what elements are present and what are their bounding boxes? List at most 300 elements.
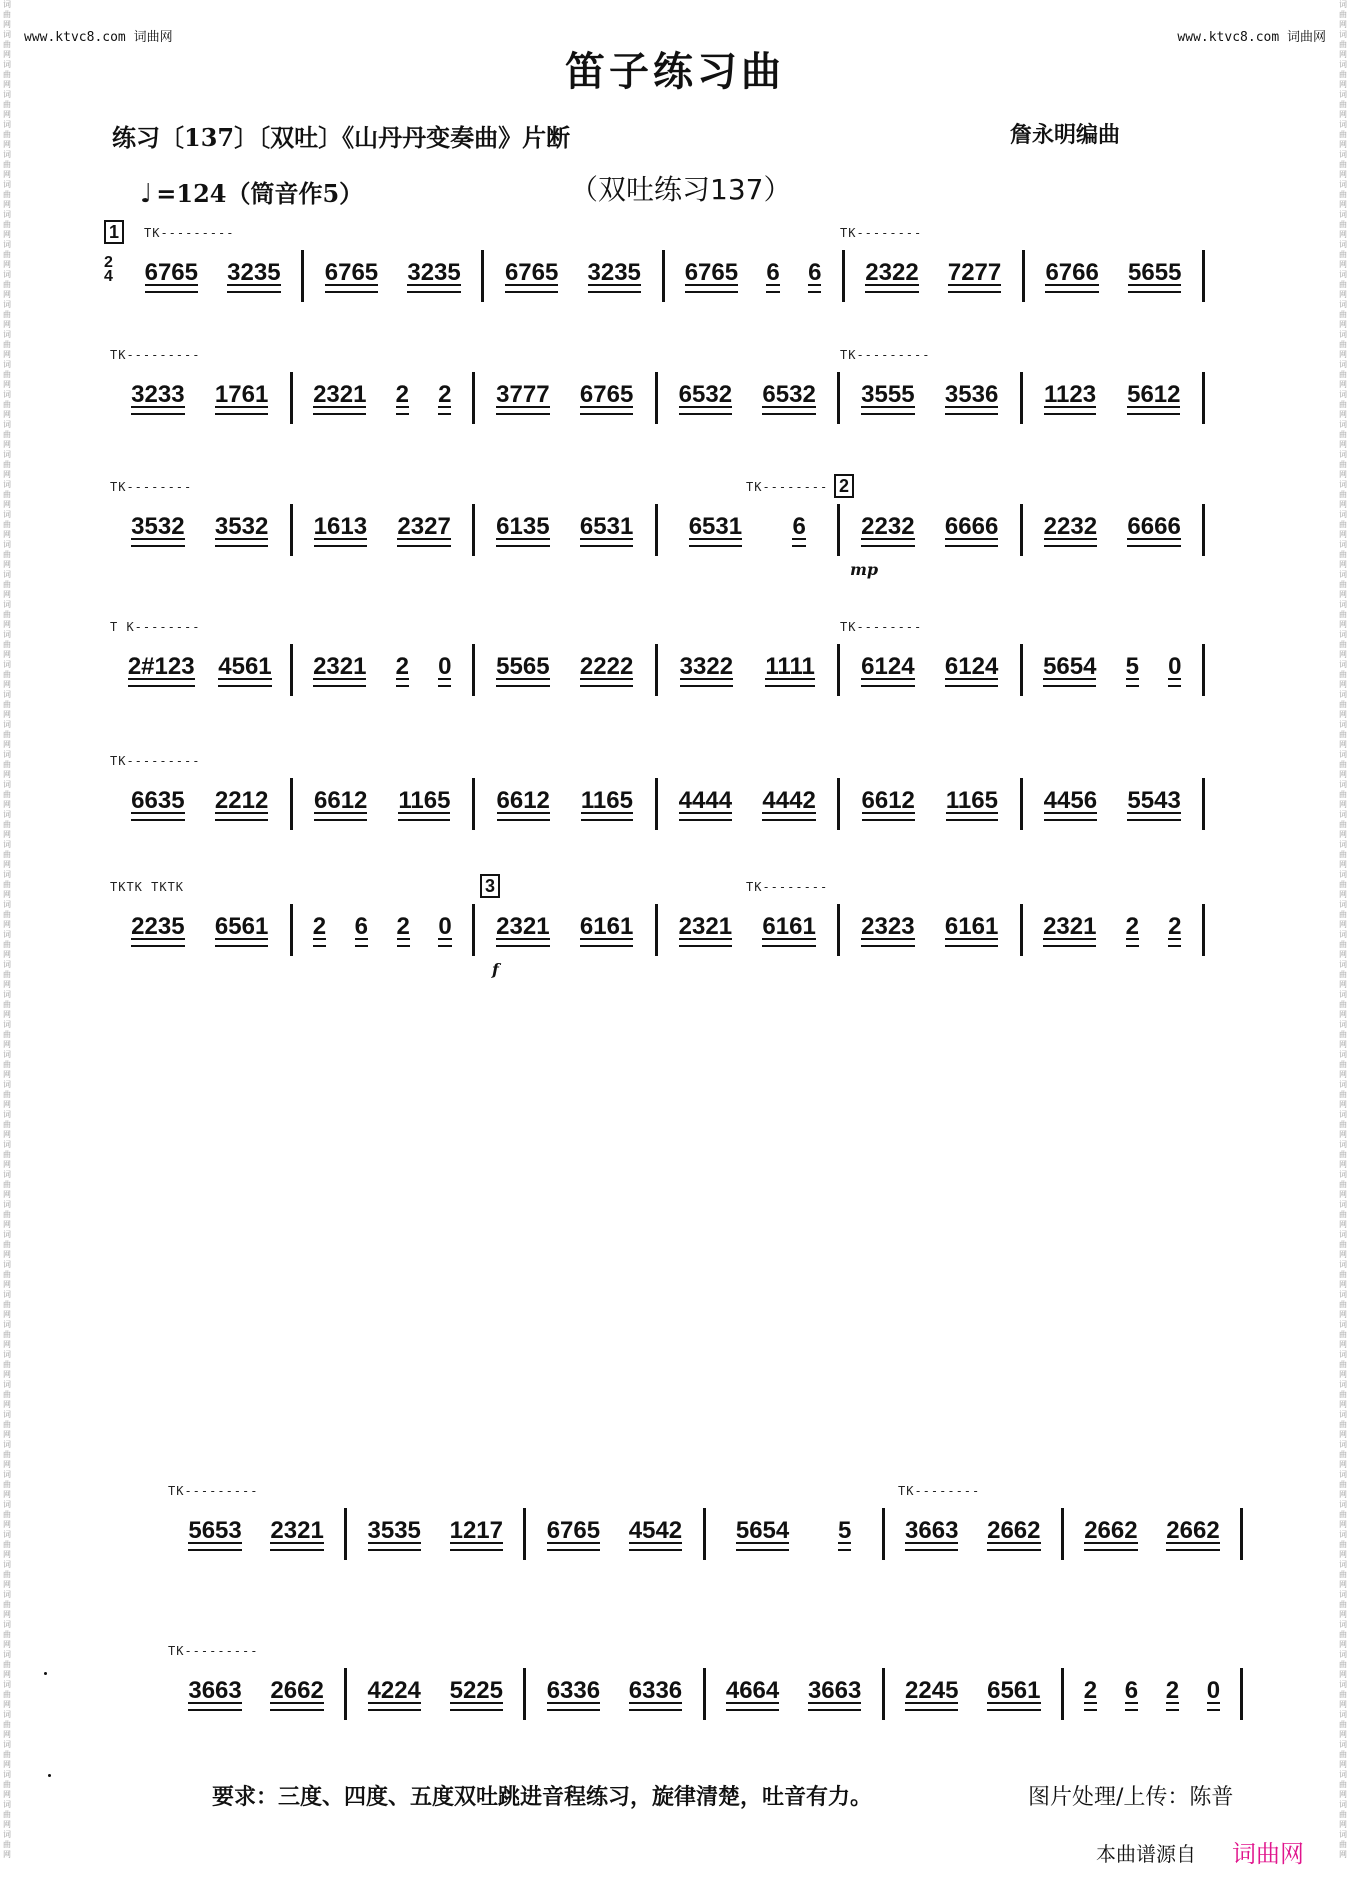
articulation-mark: TK--------- xyxy=(144,226,235,240)
quarter-note-icon: ♩ xyxy=(140,179,153,209)
note-group: 0 xyxy=(438,653,451,687)
note-group: 5565 xyxy=(496,653,549,687)
measure xyxy=(110,504,293,556)
articulation-mark: T K-------- xyxy=(110,620,201,634)
tempo-marking xyxy=(140,174,363,209)
note-group: 3233 xyxy=(131,381,184,415)
note-group: 3322 xyxy=(680,653,733,687)
watermark-strip-text: 词曲网 xyxy=(1339,1110,1347,1139)
note-group: 2323 xyxy=(861,913,914,947)
measure xyxy=(526,1508,705,1560)
score-system xyxy=(110,476,1205,579)
score-system xyxy=(168,1484,1243,1574)
note-group: 6124 xyxy=(945,653,998,687)
measure xyxy=(110,644,293,696)
watermark-strip-text: 词曲网 xyxy=(1339,1350,1347,1379)
note-group: 6766 xyxy=(1045,259,1098,293)
watermark-strip-text: 词曲网 xyxy=(3,360,11,389)
arranger-credit: 詹永明编曲 xyxy=(1010,122,1121,148)
watermark-strip-text: 词曲网 xyxy=(1339,600,1347,629)
watermark-strip-text: 词曲网 xyxy=(3,1050,11,1079)
note-group: 5612 xyxy=(1127,381,1180,415)
note-group: 2321 xyxy=(313,653,366,687)
watermark-strip-text: 词曲网 xyxy=(1339,210,1347,239)
watermark-strip-text: 词曲网 xyxy=(1339,270,1347,299)
watermark-strip-text: 词曲网 xyxy=(3,1350,11,1379)
watermark-strip-text: 词曲网 xyxy=(3,540,11,569)
measure xyxy=(475,372,658,424)
watermark-strip-text: 词曲网 xyxy=(3,900,11,929)
score-system xyxy=(104,222,1205,316)
note-group: 0 xyxy=(438,913,451,947)
measure xyxy=(1064,1508,1243,1560)
page-title: 笛子练习曲 xyxy=(565,48,785,95)
note-group: 2232 xyxy=(861,513,914,547)
measure xyxy=(658,372,841,424)
note-group: 3532 xyxy=(131,513,184,547)
watermark-strip-text: 词曲网 xyxy=(1339,1560,1347,1589)
note-group: 2321 xyxy=(270,1517,323,1551)
measure xyxy=(845,250,1025,302)
watermark-strip-text: 词曲网 xyxy=(1339,1740,1347,1769)
articulation-mark: TK-------- xyxy=(746,480,829,494)
articulation-mark: TK--------- xyxy=(840,348,931,362)
measure xyxy=(840,504,1023,556)
watermark-strip-text: 词曲网 xyxy=(1339,150,1347,179)
watermark-strip-text: 词曲网 xyxy=(1339,1770,1347,1799)
note-group: 3663 xyxy=(188,1677,241,1711)
measure xyxy=(293,778,476,830)
note-group: 2662 xyxy=(1166,1517,1219,1551)
watermark-strip-text: 词曲网 xyxy=(3,1290,11,1319)
watermark-strip-text: 词曲网 xyxy=(1339,180,1347,209)
measure xyxy=(168,1668,347,1720)
measure xyxy=(475,504,658,556)
watermark-strip-left xyxy=(0,0,14,1886)
note-group: 2321 xyxy=(679,913,732,947)
note-group: 6532 xyxy=(679,381,732,415)
watermark-strip-text: 词曲网 xyxy=(1339,1440,1347,1469)
watermark-strip-text: 词曲网 xyxy=(1339,1500,1347,1529)
watermark-strip-text: 词曲网 xyxy=(1339,90,1347,119)
measure xyxy=(110,904,293,956)
measure xyxy=(665,250,845,302)
note-group: 4444 xyxy=(679,787,732,821)
articulation-mark: TK-------- xyxy=(840,226,923,240)
exercise-heading: 练习〔137〕〔双吐〕《山丹丹变奏曲》片断 xyxy=(112,123,571,152)
note-group: 3777 xyxy=(496,381,549,415)
watermark-strip-text: 词曲网 xyxy=(1339,300,1347,329)
watermark-url-left: www.ktvc8.com 词曲网 xyxy=(24,30,173,45)
watermark-strip-text: 词曲网 xyxy=(3,1800,11,1829)
note-group: 2 xyxy=(397,913,410,947)
measure xyxy=(1023,504,1206,556)
watermark-strip-text: 词曲网 xyxy=(3,1770,11,1799)
watermark-strip-text: 词曲网 xyxy=(3,780,11,809)
watermark-strip-text: 词曲网 xyxy=(3,60,11,89)
watermark-strip-text: 词曲网 xyxy=(1339,930,1347,959)
note-group: 2 xyxy=(1126,913,1139,947)
watermark-strip-text: 词曲网 xyxy=(1339,1020,1347,1049)
measure xyxy=(347,1668,526,1720)
watermark-strip-text: 词曲网 xyxy=(3,1080,11,1109)
articulation-mark: TK--------- xyxy=(110,348,201,362)
note-group: 5225 xyxy=(450,1677,503,1711)
watermark-strip-text: 词曲网 xyxy=(3,30,11,59)
note-group: 2 xyxy=(438,381,451,415)
note-group: 2321 xyxy=(313,381,366,415)
watermark-strip-text: 词曲网 xyxy=(3,1380,11,1409)
measure xyxy=(706,1668,885,1720)
note-group: 1123 xyxy=(1044,381,1096,415)
watermark-strip-text: 词曲网 xyxy=(3,1830,11,1859)
note-group: 6 xyxy=(766,259,779,293)
measure xyxy=(475,644,658,696)
score-system xyxy=(110,754,1205,844)
note-group: 0 xyxy=(1207,1677,1220,1711)
measure xyxy=(475,778,658,830)
note-group: 1613 xyxy=(314,513,367,547)
watermark-strip-text: 词曲网 xyxy=(3,1500,11,1529)
watermark-strip-text: 词曲网 xyxy=(1339,450,1347,479)
watermark-strip-text: 词曲网 xyxy=(1339,120,1347,149)
watermark-strip-text: 词曲网 xyxy=(3,1410,11,1439)
measure xyxy=(304,250,484,302)
watermark-strip-text: 词曲网 xyxy=(1339,1470,1347,1499)
measure xyxy=(293,372,476,424)
watermark-strip-text: 词曲网 xyxy=(1339,1380,1347,1409)
watermark-strip-text: 词曲网 xyxy=(1339,0,1347,29)
watermark-strip-text: 词曲网 xyxy=(1339,1050,1347,1079)
note-group: 2 xyxy=(1168,913,1181,947)
articulation-mark: TK-------- xyxy=(110,480,193,494)
note-group: 2327 xyxy=(397,513,450,547)
watermark-strip-text: 词曲网 xyxy=(3,1020,11,1049)
watermark-strip-text: 词曲网 xyxy=(1339,1590,1347,1619)
note-group: 6765 xyxy=(580,381,633,415)
measure xyxy=(840,904,1023,956)
note-group: 6635 xyxy=(131,787,184,821)
note-group: 1165 xyxy=(946,787,998,821)
note-group: 2222 xyxy=(580,653,633,687)
measure xyxy=(110,778,293,830)
note-group: 6765 xyxy=(547,1517,600,1551)
note-group: 5543 xyxy=(1127,787,1180,821)
watermark-strip-text: 词曲网 xyxy=(3,1530,11,1559)
measure xyxy=(124,250,304,302)
note-group: 2235 xyxy=(131,913,184,947)
watermark-strip-text: 词曲网 xyxy=(3,240,11,269)
note-group: 5654 xyxy=(1043,653,1096,687)
note-group: 3663 xyxy=(905,1517,958,1551)
note-group: 6561 xyxy=(215,913,268,947)
note-group: 4442 xyxy=(762,787,815,821)
note-group: 2321 xyxy=(496,913,549,947)
watermark-strip-text: 词曲网 xyxy=(1339,540,1347,569)
note-group: 6612 xyxy=(862,787,915,821)
watermark-strip-text: 词曲网 xyxy=(1339,510,1347,539)
measure xyxy=(526,1668,705,1720)
score-system xyxy=(110,620,1205,710)
watermark-strip-text: 词曲网 xyxy=(3,1260,11,1289)
note-group: 4456 xyxy=(1044,787,1097,821)
note-group: 6 xyxy=(1125,1677,1138,1711)
measure xyxy=(706,1508,885,1560)
measure xyxy=(1023,372,1206,424)
watermark-strip-text: 词曲网 xyxy=(3,90,11,119)
note-group: 1217 xyxy=(450,1517,503,1551)
articulation-mark: TK-------- xyxy=(898,1484,981,1498)
watermark-strip-text: 词曲网 xyxy=(1339,1620,1347,1649)
watermark-strip-text: 词曲网 xyxy=(1339,1140,1347,1169)
note-group: 3535 xyxy=(368,1517,421,1551)
note-group: 6765 xyxy=(505,259,558,293)
note-group: 6765 xyxy=(325,259,378,293)
measure xyxy=(1064,1668,1243,1720)
watermark-strip-text: 词曲网 xyxy=(3,990,11,1019)
time-signature: 2 4 xyxy=(104,254,113,285)
articulation-mark: TK-------- xyxy=(746,880,829,894)
watermark-strip-text: 词曲网 xyxy=(1339,1680,1347,1709)
measure xyxy=(293,644,476,696)
note-group: 6336 xyxy=(547,1677,600,1711)
watermark-strip-text: 词曲网 xyxy=(3,1170,11,1199)
footer-site-link[interactable]: 词曲网 xyxy=(1232,1840,1304,1868)
note-group: 6531 xyxy=(689,513,742,547)
watermark-strip-text: 词曲网 xyxy=(1339,870,1347,899)
watermark-strip-text: 词曲网 xyxy=(3,0,11,29)
articulation-mark: TK-------- xyxy=(840,620,923,634)
measure xyxy=(1025,250,1205,302)
measure xyxy=(1023,778,1206,830)
watermark-strip-text: 词曲网 xyxy=(1339,990,1347,1019)
measure xyxy=(885,1668,1064,1720)
measure xyxy=(885,1508,1064,1560)
score-system xyxy=(110,876,1205,979)
watermark-strip-text: 词曲网 xyxy=(1339,30,1347,59)
watermark-strip-text: 词曲网 xyxy=(1339,1410,1347,1439)
watermark-strip-text: 词曲网 xyxy=(1339,630,1347,659)
measure xyxy=(658,904,841,956)
scan-speck xyxy=(44,1672,47,1675)
watermark-strip-text: 词曲网 xyxy=(3,1740,11,1769)
note-group: 4542 xyxy=(629,1517,682,1551)
dynamic-marking: mp xyxy=(850,560,879,579)
watermark-strip-text: 词曲网 xyxy=(1339,60,1347,89)
watermark-strip-text: 词曲网 xyxy=(1339,720,1347,749)
measure xyxy=(110,372,293,424)
watermark-strip-text: 词曲网 xyxy=(3,450,11,479)
dynamic-marking: f xyxy=(492,960,499,979)
note-group: 2245 xyxy=(905,1677,958,1711)
watermark-strip-text: 词曲网 xyxy=(3,1320,11,1349)
watermark-strip-text: 词曲网 xyxy=(3,210,11,239)
watermark-strip-text: 词曲网 xyxy=(3,750,11,779)
watermark-strip-text: 词曲网 xyxy=(3,690,11,719)
note-group: 6161 xyxy=(580,913,633,947)
measure xyxy=(840,372,1023,424)
score-system xyxy=(168,1644,1243,1734)
scan-speck xyxy=(48,1774,51,1777)
note-group: 6531 xyxy=(580,513,633,547)
note-group: 2662 xyxy=(270,1677,323,1711)
watermark-strip-text: 词曲网 xyxy=(3,600,11,629)
watermark-strip-text: 词曲网 xyxy=(1339,810,1347,839)
note-group: 1111 xyxy=(765,653,814,687)
watermark-strip-text: 词曲网 xyxy=(1339,390,1347,419)
note-group: 1165 xyxy=(581,787,633,821)
measure xyxy=(347,1508,526,1560)
measure xyxy=(168,1508,347,1560)
note-group: 5653 xyxy=(188,1517,241,1551)
note-group: 0 xyxy=(1168,653,1181,687)
watermark-strip-text: 词曲网 xyxy=(1339,1710,1347,1739)
note-group: 2 xyxy=(396,653,409,687)
watermark-strip-text: 词曲网 xyxy=(3,420,11,449)
watermark-strip-text: 词曲网 xyxy=(1339,780,1347,809)
note-group: 5 xyxy=(838,1517,851,1551)
watermark-strip-text: 词曲网 xyxy=(3,840,11,869)
note-group: 1761 xyxy=(215,381,268,415)
watermark-strip-text: 词曲网 xyxy=(1339,660,1347,689)
watermark-strip-text: 词曲网 xyxy=(1339,420,1347,449)
note-group: 5654 xyxy=(736,1517,789,1551)
note-group: 4664 xyxy=(726,1677,779,1711)
watermark-strip-text: 词曲网 xyxy=(3,930,11,959)
watermark-strip-text: 词曲网 xyxy=(3,1470,11,1499)
note-group: 7277 xyxy=(948,259,1001,293)
watermark-strip-text: 词曲网 xyxy=(3,1680,11,1709)
note-group: 2#123 xyxy=(128,653,195,687)
watermark-strip-text: 词曲网 xyxy=(1339,900,1347,929)
watermark-strip-text: 词曲网 xyxy=(1339,1530,1347,1559)
note-group: 6765 xyxy=(145,259,198,293)
watermark-strip-text: 词曲网 xyxy=(1339,690,1347,719)
watermark-strip-text: 词曲网 xyxy=(3,1230,11,1259)
watermark-strip-text: 词曲网 xyxy=(3,1590,11,1619)
note-group: 6532 xyxy=(762,381,815,415)
watermark-strip-text: 词曲网 xyxy=(3,960,11,989)
watermark-strip-text: 词曲网 xyxy=(3,1140,11,1169)
note-group: 3536 xyxy=(945,381,998,415)
watermark-strip-text: 词曲网 xyxy=(1339,840,1347,869)
watermark-strip-text: 词曲网 xyxy=(1339,240,1347,269)
note-group: 3555 xyxy=(861,381,914,415)
note-group: 6666 xyxy=(1127,513,1180,547)
watermark-strip-text: 词曲网 xyxy=(1339,330,1347,359)
watermark-strip-text: 词曲网 xyxy=(1339,750,1347,779)
note-group: 2322 xyxy=(865,259,918,293)
note-group: 2321 xyxy=(1043,913,1096,947)
watermark-strip-text: 词曲网 xyxy=(3,270,11,299)
note-group: 6124 xyxy=(861,653,914,687)
watermark-strip-text: 词曲网 xyxy=(3,510,11,539)
note-group: 6 xyxy=(792,513,805,547)
watermark-strip-text: 词曲网 xyxy=(1339,1200,1347,1229)
watermark-strip-text: 词曲网 xyxy=(1339,570,1347,599)
watermark-strip-text: 词曲网 xyxy=(1339,1650,1347,1679)
measure xyxy=(293,504,476,556)
watermark-strip-text: 词曲网 xyxy=(3,330,11,359)
watermark-strip-text: 词曲网 xyxy=(1339,1260,1347,1289)
watermark-strip-text: 词曲网 xyxy=(3,630,11,659)
note-group: 3235 xyxy=(407,259,460,293)
note-group: 6666 xyxy=(945,513,998,547)
footer-source-label: 本曲谱源自 xyxy=(1096,1842,1196,1866)
note-group: 6 xyxy=(808,259,821,293)
note-group: 6336 xyxy=(629,1677,682,1711)
watermark-strip-text: 词曲网 xyxy=(3,150,11,179)
watermark-strip-text: 词曲网 xyxy=(3,1710,11,1739)
watermark-strip-text: 词曲网 xyxy=(3,720,11,749)
note-group: 6612 xyxy=(497,787,550,821)
note-group: 6765 xyxy=(685,259,738,293)
watermark-strip-text: 词曲网 xyxy=(1339,1320,1347,1349)
note-group: 2 xyxy=(396,381,409,415)
note-group: 3532 xyxy=(215,513,268,547)
note-group: 6161 xyxy=(945,913,998,947)
watermark-strip-text: 词曲网 xyxy=(3,810,11,839)
watermark-strip-text: 词曲网 xyxy=(1339,1170,1347,1199)
watermark-strip-text: 词曲网 xyxy=(3,120,11,149)
watermark-strip-text: 词曲网 xyxy=(1339,960,1347,989)
watermark-strip-text: 词曲网 xyxy=(3,1440,11,1469)
note-group: 6 xyxy=(355,913,368,947)
note-group: 2662 xyxy=(1084,1517,1137,1551)
measure xyxy=(840,644,1023,696)
watermark-strip-text: 词曲网 xyxy=(3,180,11,209)
measure xyxy=(293,904,476,956)
subtitle: （双吐练习137） xyxy=(570,173,792,206)
watermark-strip-text: 词曲网 xyxy=(3,1560,11,1589)
measure xyxy=(658,504,841,556)
watermark-strip-text: 词曲网 xyxy=(1339,1290,1347,1319)
note-group: 2 xyxy=(313,913,326,947)
measure xyxy=(658,778,841,830)
note-group: 2662 xyxy=(987,1517,1040,1551)
measure xyxy=(658,644,841,696)
note-group: 2232 xyxy=(1044,513,1097,547)
tempo-text: =124（筒音作5） xyxy=(156,179,364,208)
note-group: 1165 xyxy=(398,787,450,821)
articulation-mark: TKTK TKTK xyxy=(110,880,185,894)
watermark-strip-text: 词曲网 xyxy=(3,1200,11,1229)
note-group: 6561 xyxy=(987,1677,1040,1711)
articulation-mark: TK--------- xyxy=(168,1484,259,1498)
measure xyxy=(475,904,658,956)
note-group: 3235 xyxy=(227,259,280,293)
watermark-url-right: www.ktvc8.com 词曲网 xyxy=(1177,30,1326,45)
requirements-text: 要求：三度、四度、五度双吐跳进音程练习，旋律清楚，吐音有力。 xyxy=(212,1784,873,1810)
watermark-strip-text: 词曲网 xyxy=(1339,1830,1347,1859)
articulation-mark: TK--------- xyxy=(168,1644,259,1658)
note-group: 4224 xyxy=(368,1677,421,1711)
score-system xyxy=(110,348,1205,438)
watermark-strip-text: 词曲网 xyxy=(3,570,11,599)
note-group: 5655 xyxy=(1128,259,1181,293)
note-group: 2212 xyxy=(215,787,268,821)
watermark-strip-right xyxy=(1336,0,1350,1886)
watermark-strip-text: 词曲网 xyxy=(3,1620,11,1649)
watermark-strip-text: 词曲网 xyxy=(3,660,11,689)
watermark-strip-text: 词曲网 xyxy=(3,480,11,509)
watermark-strip-text: 词曲网 xyxy=(3,390,11,419)
rehearsal-mark: 3 xyxy=(480,874,500,898)
rehearsal-mark: 1 xyxy=(104,220,124,244)
watermark-strip-text: 词曲网 xyxy=(1339,1080,1347,1109)
rehearsal-mark: 2 xyxy=(834,474,854,498)
note-group: 3663 xyxy=(808,1677,861,1711)
